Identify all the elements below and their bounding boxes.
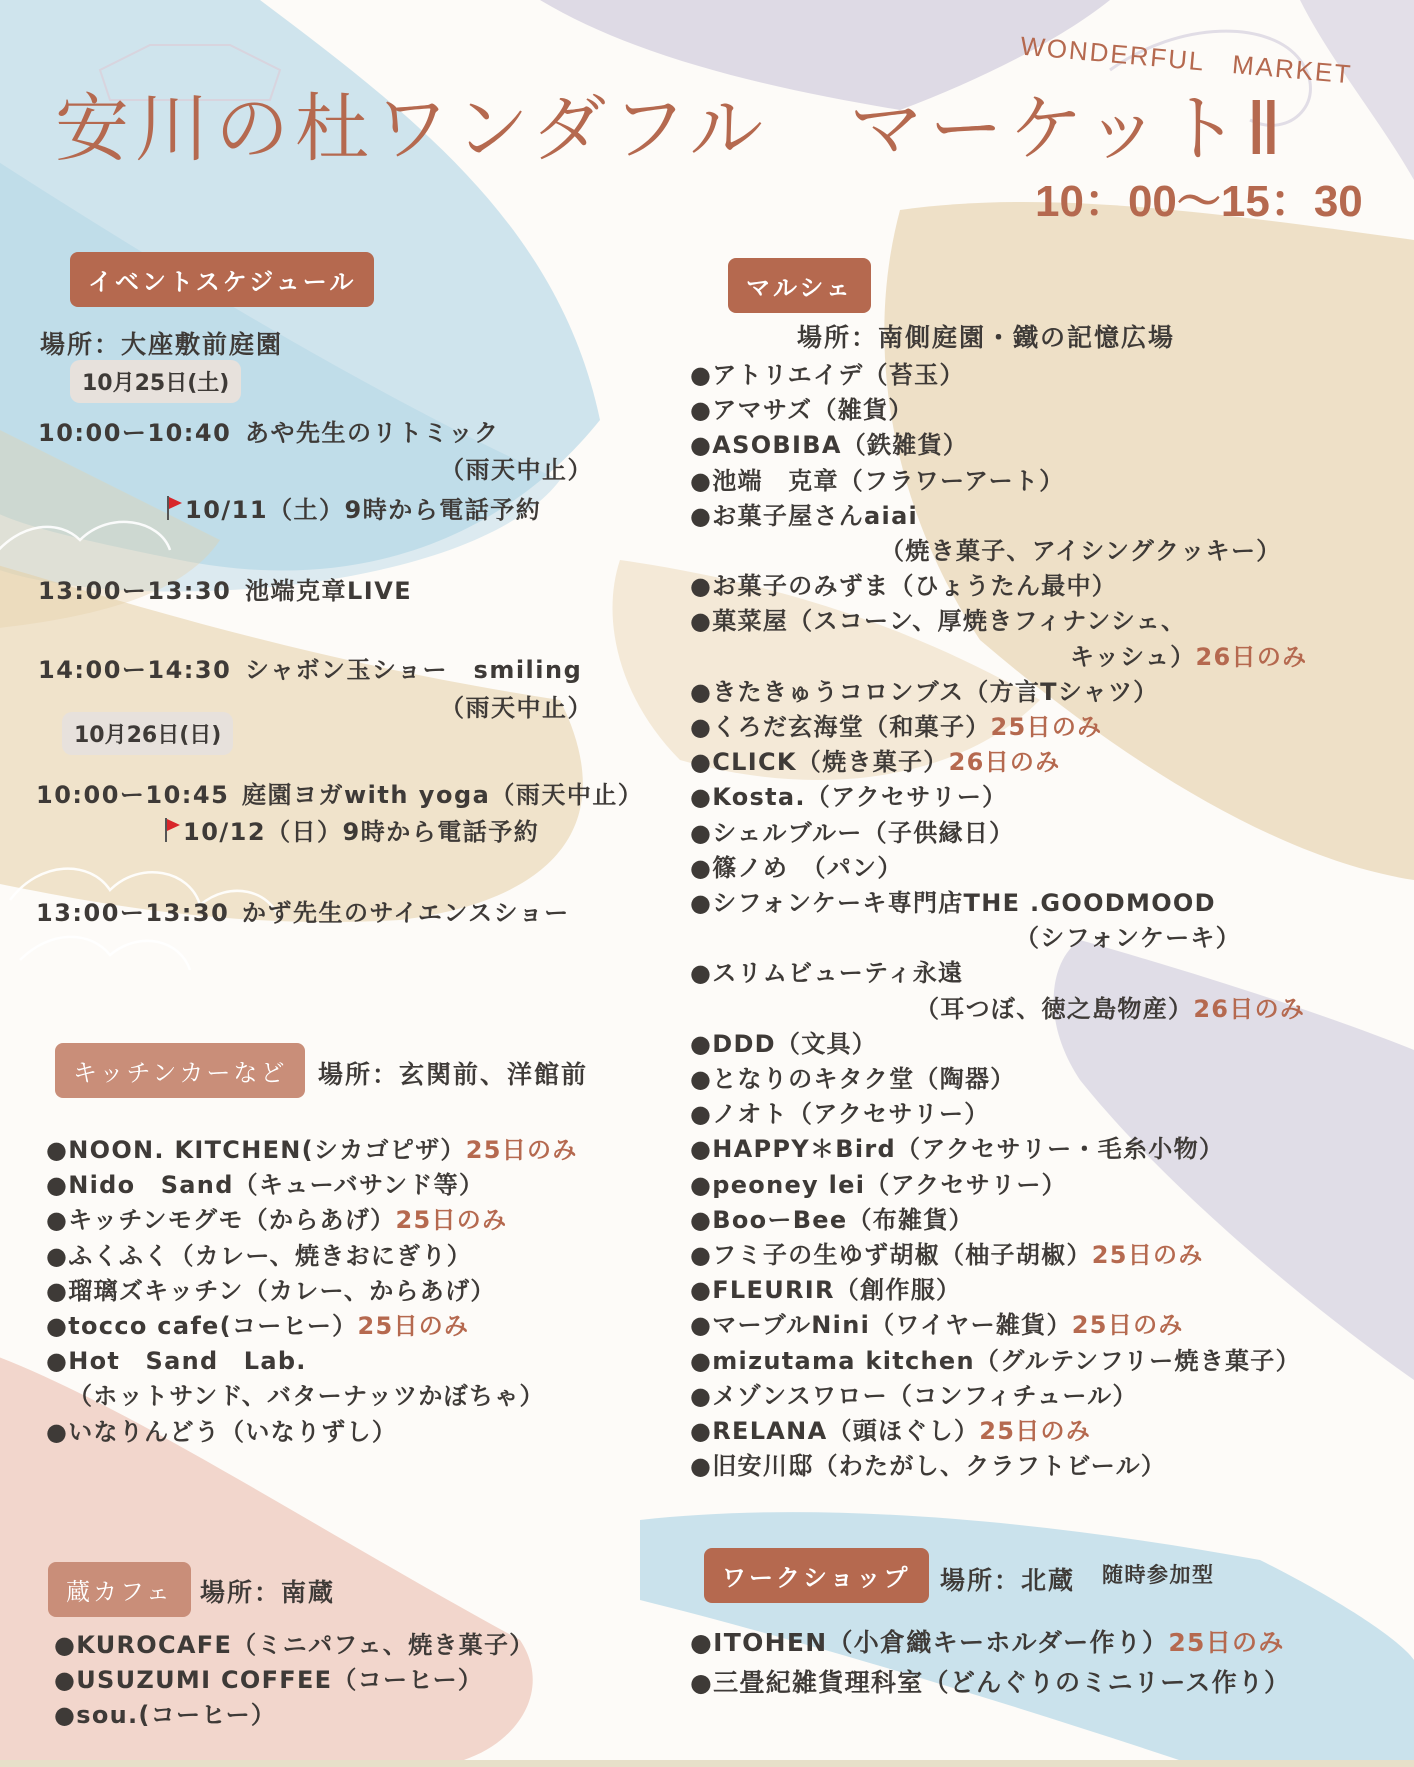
workshop-badge: ワークショップ [704,1548,929,1603]
list-item: ●菓菜屋（スコーン、厚焼きフィナンシェ、 [690,607,1187,636]
list-item: ●CLICK（焼き菓子）26日のみ [690,748,1061,777]
page-subtitle: WONDERFUL MARKET [1019,30,1354,90]
workshop-location: 場所：北蔵 [940,1566,1076,1595]
list-item: ●スリムビューティ永遠 [690,959,964,988]
kura-list [54,1628,535,1734]
kura-badge: 蔵カフェ [48,1562,191,1617]
list-item: （ホットサンド、バターナッツかぼちゃ） [68,1382,545,1411]
list-item-continuation: （耳つぼ、徳之島物産）26日のみ [915,994,1306,1023]
list-item-continuation: （焼き菓子、アイシングクッキー） [880,537,1282,566]
kitchen-badge: キッチンカーなど [55,1043,305,1098]
list-item: ●USUZUMI COFFEE（コーヒー） [54,1666,484,1695]
list-item: ●peoney lei（アクセサリー） [690,1170,1067,1199]
list-item: ●アマサズ（雑貨） [690,396,914,425]
list-item: ●シフォンケーキ専門店THE .GOODMOOD [690,889,1216,918]
events-location: 場所：大座敷前庭園 [40,330,284,359]
list-item: ●DDD（文具） [690,1029,878,1058]
event-title: シャボン玉ショー smiling [245,656,583,684]
list-item: ●篠ノめ （パン） [690,853,903,882]
list-item: ●いなりんどう（いなりずし） [46,1417,398,1446]
list-item: ●お菓子屋さんaiai [690,501,919,530]
event-title: かず先生のサイエンスショー [242,899,570,927]
reservation-note: 10/12（日）9時から電話予約 [163,812,539,847]
list-item: ●ASOBIBA（鉄雑貨） [690,431,969,460]
list-item: ●BooーBee（布雑貨） [690,1205,974,1234]
list-item: ●sou.(コーヒー） [54,1701,277,1730]
event-note: （雨天中止） [440,694,593,722]
event-time: 13:00ー13:30 [38,577,232,605]
list-item: ●FLEURIR（創作服） [690,1276,962,1305]
list-item: ●きたきゅうコロンブス（方言Tシャツ） [690,677,1159,706]
events-badge: イベントスケジュール [70,252,374,307]
kura-location: 場所：南蔵 [200,1578,336,1607]
list-item: ●ノオト（アクセサリー） [690,1100,990,1129]
list-item: ●くろだ玄海堂（和菓子）25日のみ [690,713,1103,742]
list-item: ●Hot Sand Lab. [46,1347,307,1376]
event-time: 10:00ー10:40 [38,419,232,447]
list-item: ●ITOHEN（小倉織キーホルダー作り）25日のみ [690,1628,1285,1657]
list-item: ●お菓子のみずま（ひょうたん最中） [690,572,1118,601]
event-title: 庭園ヨガwith yoga（雨天中止） [242,781,644,809]
list-item: ●瑠璃ズキッチン（カレー、からあげ） [46,1276,496,1305]
list-item: ●KUROCAFE（ミニパフェ、焼き菓子） [54,1631,535,1659]
event-time: 10:00ー10:45 [36,781,230,809]
list-item: ●mizutama kitchen（グルテンフリー焼き菓子） [690,1346,1301,1375]
workshop-note: 随時参加型 [1102,1563,1215,1587]
list-item-continuation: キッシュ）26日のみ [1070,642,1308,671]
marche-location: 場所：南側庭園・鐵の記憶広場 [797,323,1176,352]
flag-icon [165,496,183,520]
list-item: ●メゾンスワロー（コンフィチュール） [690,1381,1138,1410]
list-item: ●アトリエイデ（苔玉） [690,361,965,389]
list-item: ●tocco cafe(コーヒー）25日のみ [46,1312,470,1341]
list-item: ●となりのキタク堂（陶器） [690,1065,1016,1094]
list-item: ●RELANA（頭ほぐし）25日のみ [690,1417,1092,1446]
list-item: ●池端 克章（フラワーアート） [690,466,1065,495]
flag-icon [163,818,181,842]
list-item: ●三畳紀雑貨理科室（どんぐりのミニリース作り） [690,1668,1291,1697]
list-item: ●マーブルNini（ワイヤー雑貨）25日のみ [690,1311,1184,1340]
event-title: あや先生のリトミック [245,419,500,447]
event-title: 池端克章LIVE [245,577,413,605]
reservation-note: 10/11（土）9時から電話予約 [165,490,541,525]
list-item: ●HAPPY＊Bird（アクセサリー・毛糸小物） [690,1135,1225,1164]
list-item: ●キッチンモグモ（からあげ）25日のみ [46,1206,508,1235]
list-item: ●旧安川邸（わたがし、クラフトビール） [690,1452,1167,1481]
list-item: ●NOON. KITCHEN(シカゴピザ）25日のみ [46,1136,578,1164]
list-item: ●シェルブルー（子供縁日） [690,818,1015,847]
marche-badge: マルシェ [728,258,871,313]
date-label-day1: 10月25日(土) [70,360,241,403]
list-item: ●ふくふく（カレー、焼きおにぎり） [46,1241,473,1270]
page-title: 安川の杜ワンダフル マーケットⅡ [55,86,1288,172]
list-item: ●Nido Sand（キューバサンド等） [46,1171,485,1200]
event-note: （雨天中止） [440,456,593,484]
list-item: ●Kosta.（アクセサリー） [690,783,1008,812]
kitchen-location: 場所：玄関前、洋館前 [318,1060,589,1089]
workshop-list [690,1623,1290,1703]
kitchen-list [46,1133,578,1450]
list-item-continuation: （シフォンケーキ） [1015,924,1242,953]
marche-list [690,358,1307,1485]
event-time: 13:00ー13:30 [36,899,230,927]
date-label-day2: 10月26日(日) [62,712,233,755]
opening-hours: 10：00〜15：30 [1035,177,1363,226]
event-time: 14:00ー14:30 [38,656,232,684]
list-item: ●フミ子の生ゆず胡椒（柚子胡椒）25日のみ [690,1241,1204,1270]
